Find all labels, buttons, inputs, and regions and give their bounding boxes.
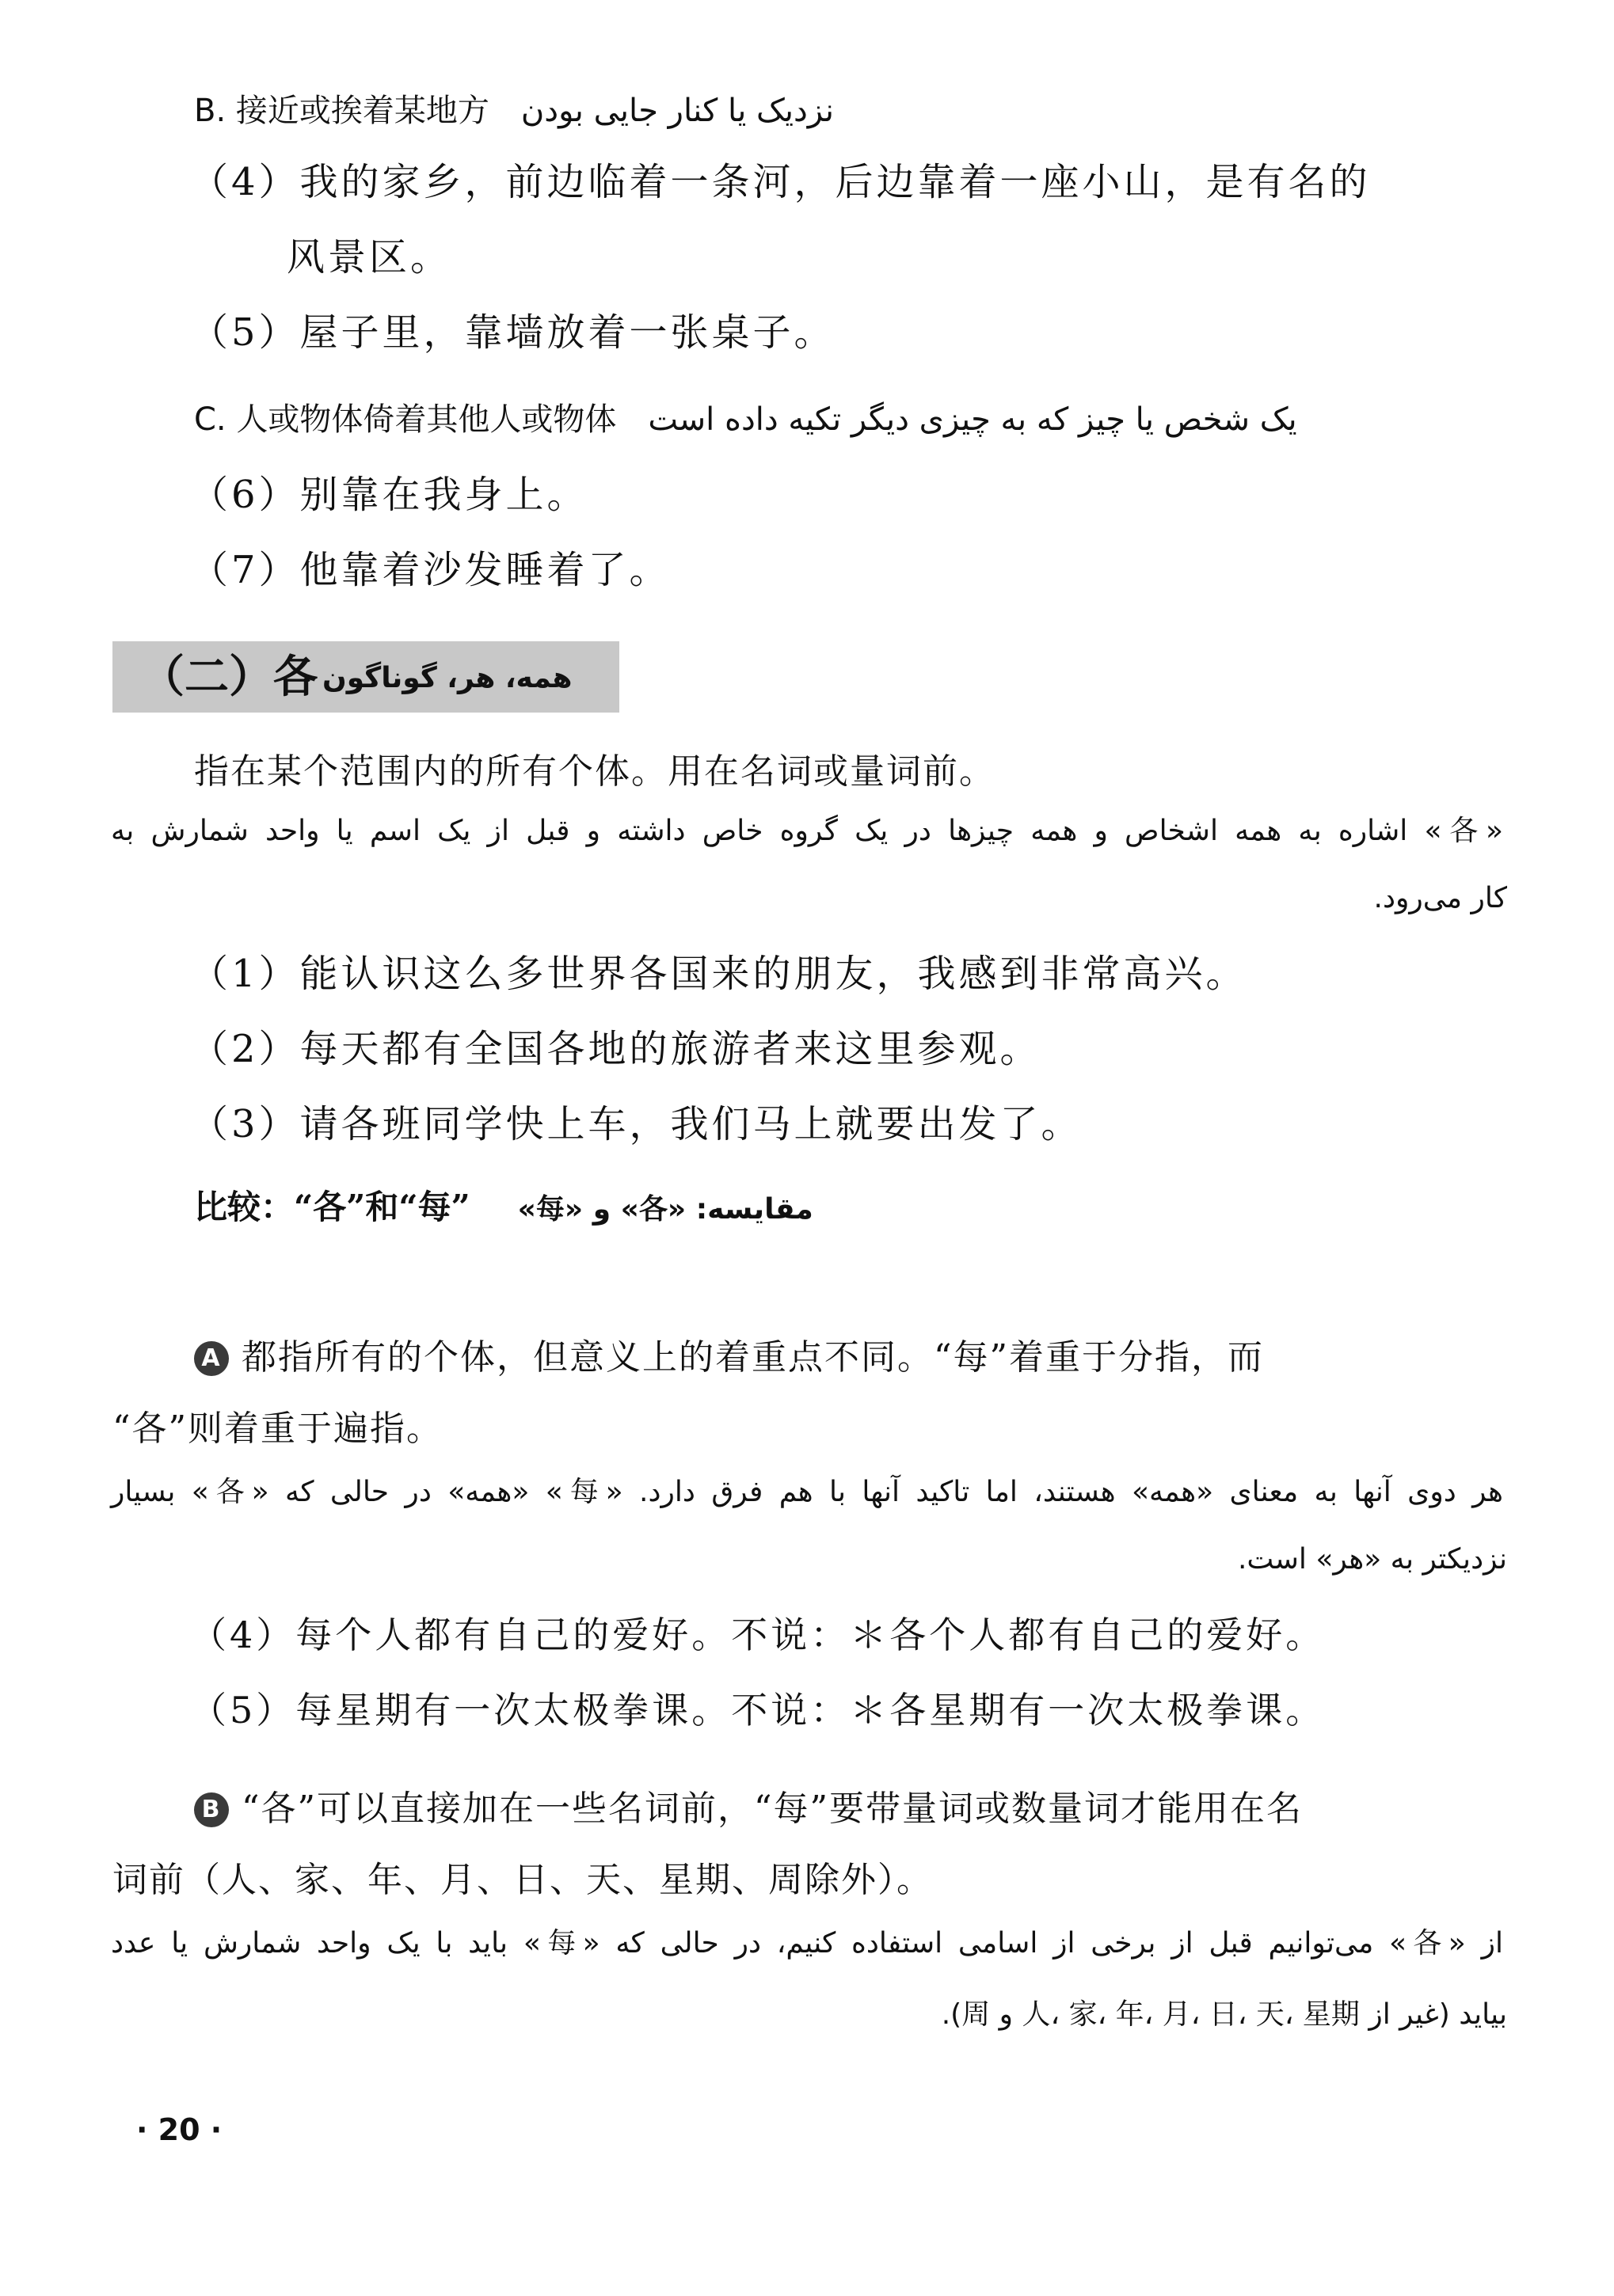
section-ge-definition-zh: 指在某个范围内的所有个体。用在名词或量词前。 <box>194 751 995 792</box>
compare-heading-zh: 比较：“各”和“每” <box>194 1188 470 1226</box>
point-a-zh-line1 <box>194 1330 1264 1386</box>
subsection-c-heading-zh: C. 人或物体倚着其他人或物体 <box>194 401 617 438</box>
page-number: · 20 · <box>136 2112 223 2147</box>
point-a-badge: A <box>194 1341 229 1376</box>
compare-heading <box>194 1184 813 1234</box>
subsection-c-heading-fa: یک شخص یا چیز که به چیزی دیگر تکیه داده است <box>648 401 1297 438</box>
point-b-zh-line1 <box>194 1781 1303 1837</box>
point-b-badge: B <box>194 1792 229 1827</box>
point-a-zh-line1-text: 都指所有的个体，但意义上的着重点不同。“每”着重于分指，而 <box>242 1337 1264 1378</box>
section-ge-definition-fa-line1: «各» اشاره به همه اشخاص و همه چیزها در یک گروه خاص داشته و قبل از یک اسم یا واحد شمارش به <box>111 815 1503 847</box>
point-b-zh-line1-text: “各”可以直接加在一些名词前，“每”要带量词或数量词才能用在名 <box>242 1789 1303 1829</box>
point-a-zh-line2: “各”则着重于遍指。 <box>112 1408 443 1449</box>
section-ge-title-fa: همه، هر، گوناگون <box>322 662 573 694</box>
section-ge-example-3: （3）请各班同学快上车，我们马上就要出发了。 <box>190 1102 1083 1146</box>
point-a-fa-line1: هر دوی آنها به معنای «همه» هستند، اما تاکید آنها با هم فرق دارد. «每» «همه» در حالی که «各» بسیار <box>111 1476 1503 1508</box>
subsection-c-heading <box>194 396 1297 443</box>
section-ge-example-1: （1）能认识这么多世界各国来的朋友，我感到非常高兴。 <box>190 952 1247 996</box>
compare-heading-fa: مقایسه: «各» و «每» <box>517 1193 813 1226</box>
example-4-line1: （4）我的家乡，前边临着一条河，后边靠着一座小山，是有名的 <box>190 160 1371 204</box>
example-7: （7）他靠着沙发睡着了。 <box>190 548 671 592</box>
example-6: （6）别靠在我身上。 <box>190 473 588 517</box>
example-5: （5）屋子里，靠墙放着一张桌子。 <box>190 310 836 355</box>
section-ge-example-2: （2）每天都有全国各地的旅游者来这里参观。 <box>190 1027 1041 1071</box>
subsection-b-heading-zh: B. 接近或挨着某地方 <box>194 93 489 129</box>
point-a-fa-line2: نزدیکتر به «هر» است. <box>1237 1543 1507 1576</box>
example-4-line2: 风景区。 <box>287 235 452 279</box>
section-ge-definition-fa-line2: کار می‌رود. <box>1373 882 1507 914</box>
section-ge-title: （二）各 <box>140 651 318 703</box>
point-a-example-4: （4）每个人都有自己的爱好。不说：＊各个人都有自己的爱好。 <box>190 1614 1326 1656</box>
point-b-fa-line1: از «各» می‌توانیم قبل از برخی از اسامی استفاده کنیم، در حالی که «每» باید با یک واحد شمارش یا عدد <box>111 1927 1503 1960</box>
subsection-b-heading-fa: نزدیک یا کنار جایی بودن <box>520 93 834 129</box>
section-ge-header <box>112 641 619 713</box>
point-a-example-5: （5）每星期有一次太极拳课。不说：＊各星期有一次太极拳课。 <box>190 1689 1326 1732</box>
point-b-zh-line2: 词前（人、家、年、月、日、天、星期、周除外）。 <box>112 1860 933 1900</box>
point-b-fa-line2: بیاید (غیر از 人، 家، 年، 月، 日، 天، 星期 و 周). <box>941 1998 1507 2031</box>
subsection-b-heading <box>194 87 834 135</box>
